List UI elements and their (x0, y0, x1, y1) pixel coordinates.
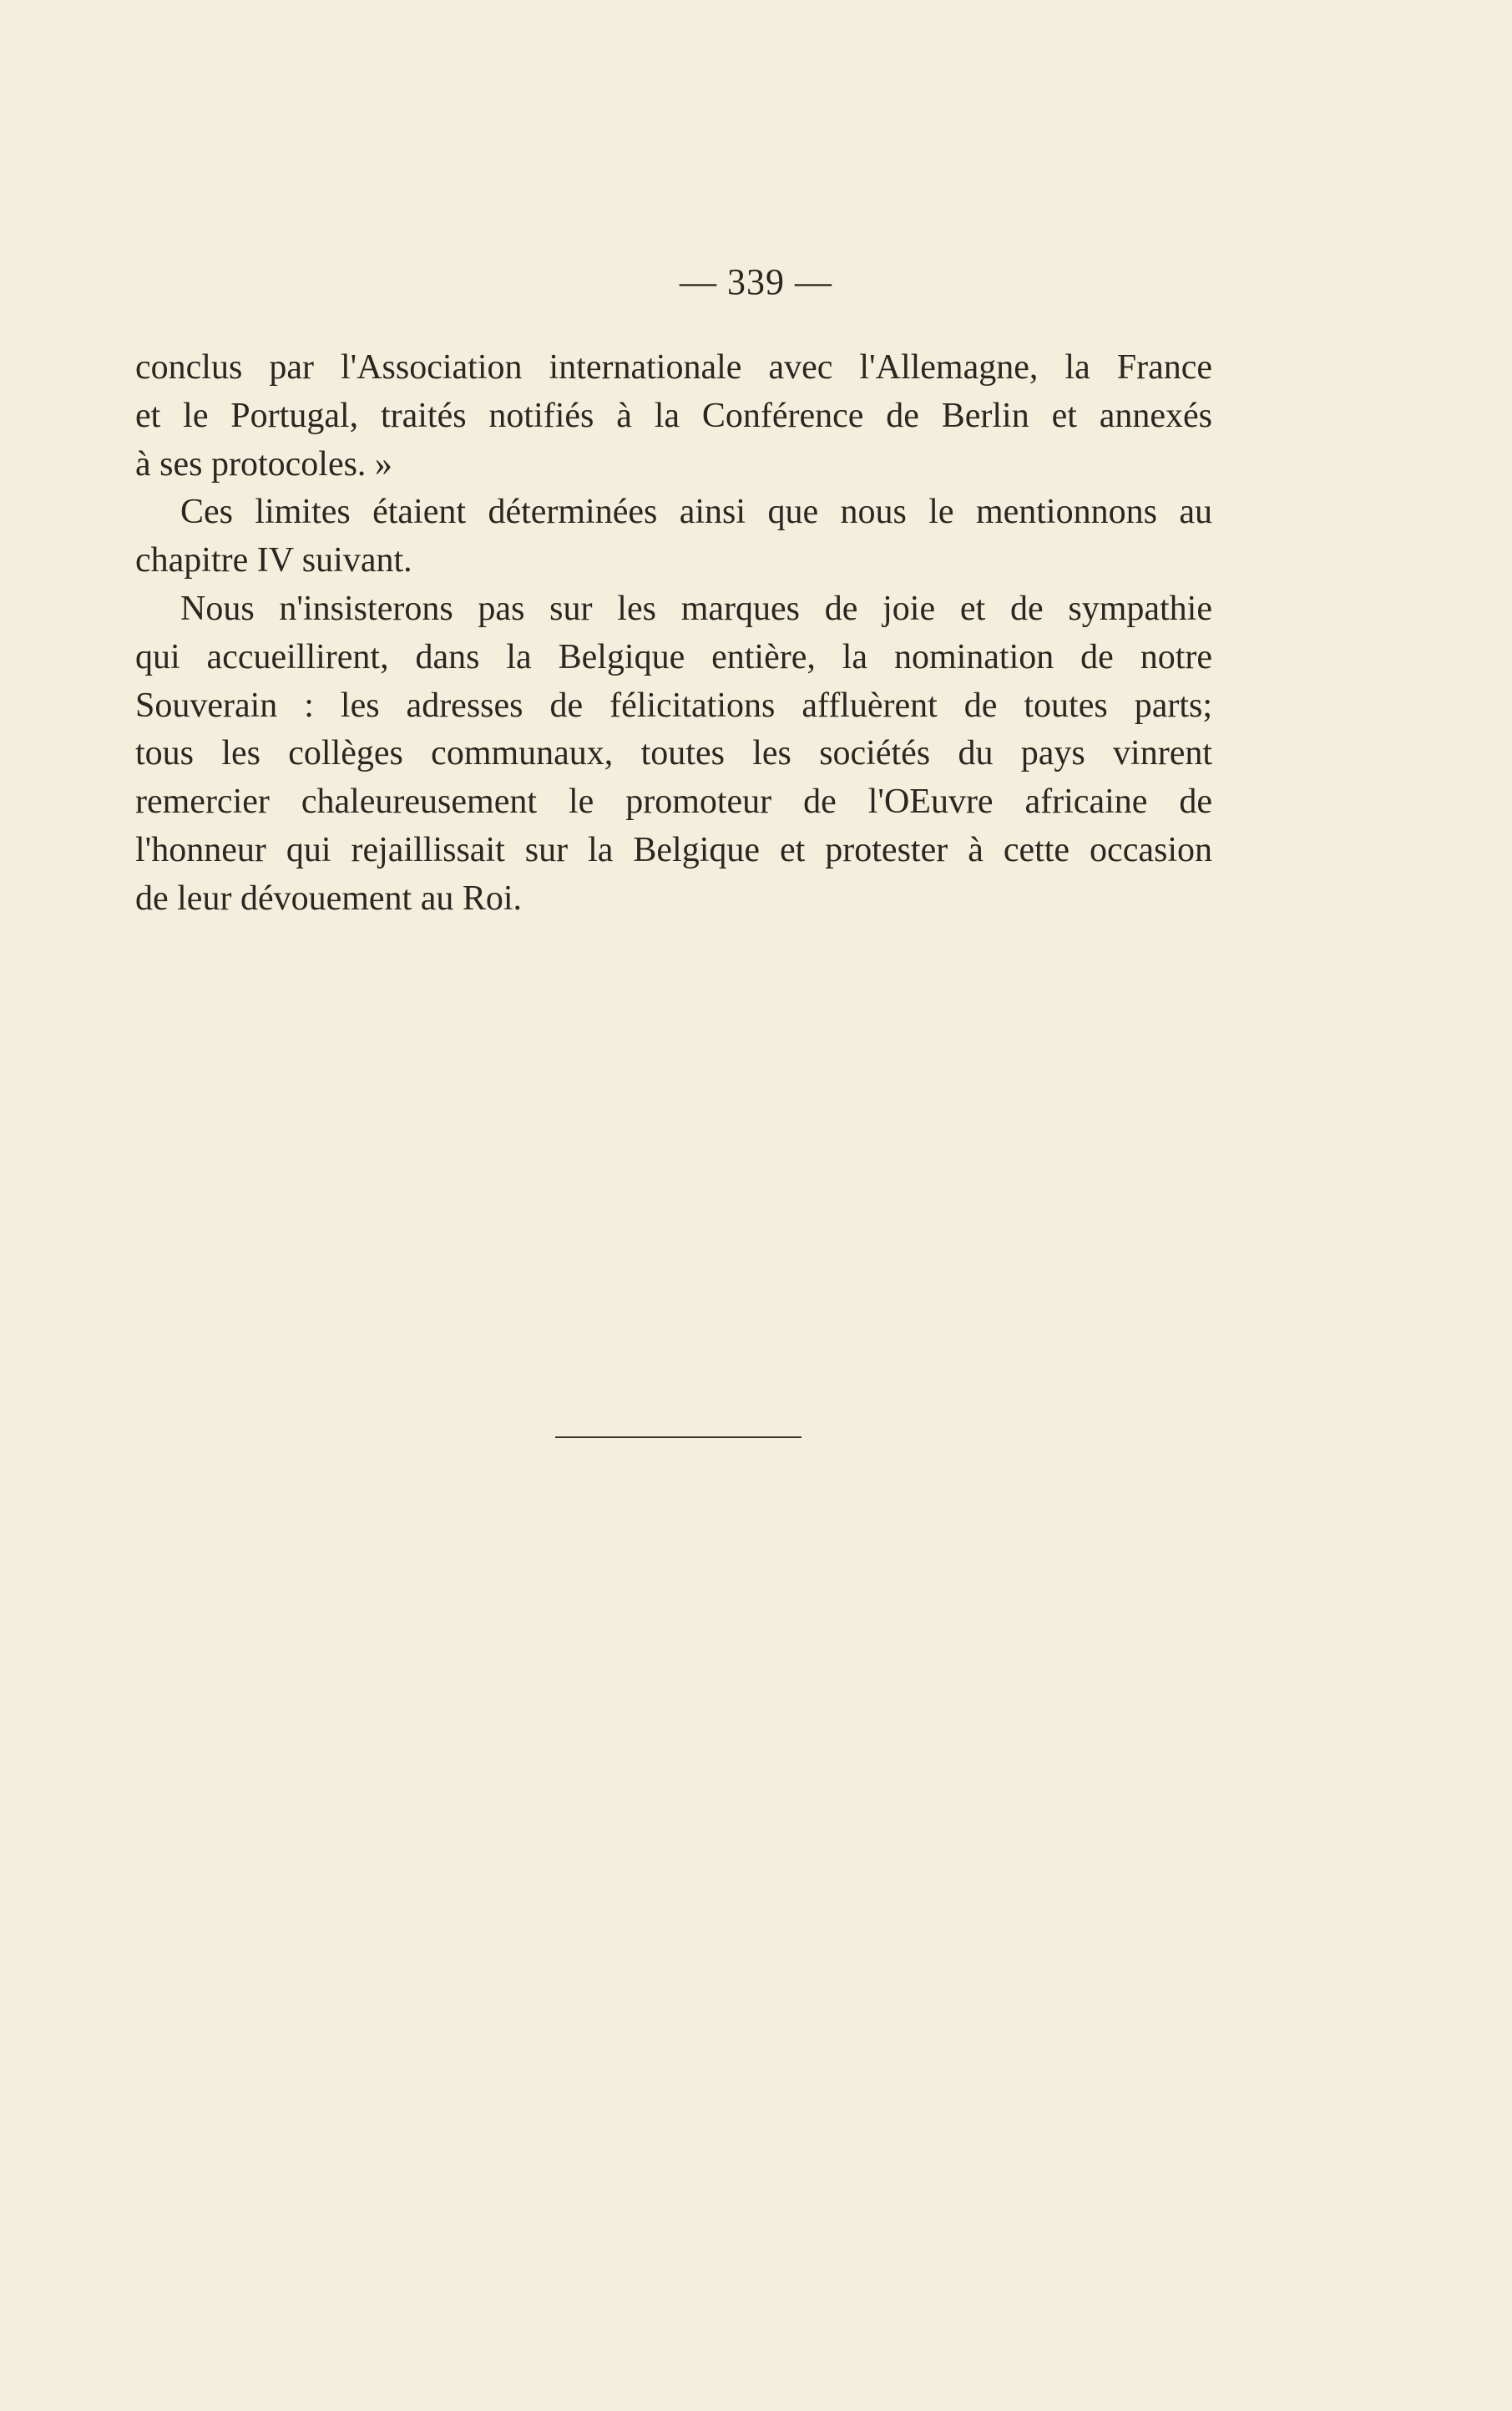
text-line: conclus par l'Association internationale avec l'Allemagne, la France (135, 348, 1212, 387)
text-line: et le Portugal, traités notifiés à la Conférence de Berlin et annexés (135, 396, 1212, 435)
text-line: qui accueillirent, dans la Belgique entière, la nomination de notre (135, 637, 1212, 676)
text-line: chapitre IV suivant. (135, 541, 412, 580)
text-line: tous les collèges communaux, toutes les sociétés du pays vinrent (135, 734, 1212, 773)
page-number: — 339 — (680, 261, 832, 302)
text-line: Nous n'insisterons pas sur les marques de joie et de sympathie (180, 589, 1212, 628)
text-line: Souverain : les adresses de félicitations affluèrent de toutes parts; (135, 686, 1212, 725)
text-line: de leur dévouement au Roi. (135, 879, 523, 918)
text-line: l'honneur qui rejaillissait sur la Belgique et protester à cette occasion (135, 830, 1212, 869)
text-line: remercier chaleureusement le promoteur de l'OEuvre africaine de (135, 783, 1212, 822)
text-line: à ses protocoles. » (135, 444, 392, 484)
end-rule (555, 1436, 802, 1438)
body-text (135, 344, 1212, 924)
text-line: Ces limites étaient déterminées ainsi que nous le mentionnons au (180, 493, 1212, 532)
